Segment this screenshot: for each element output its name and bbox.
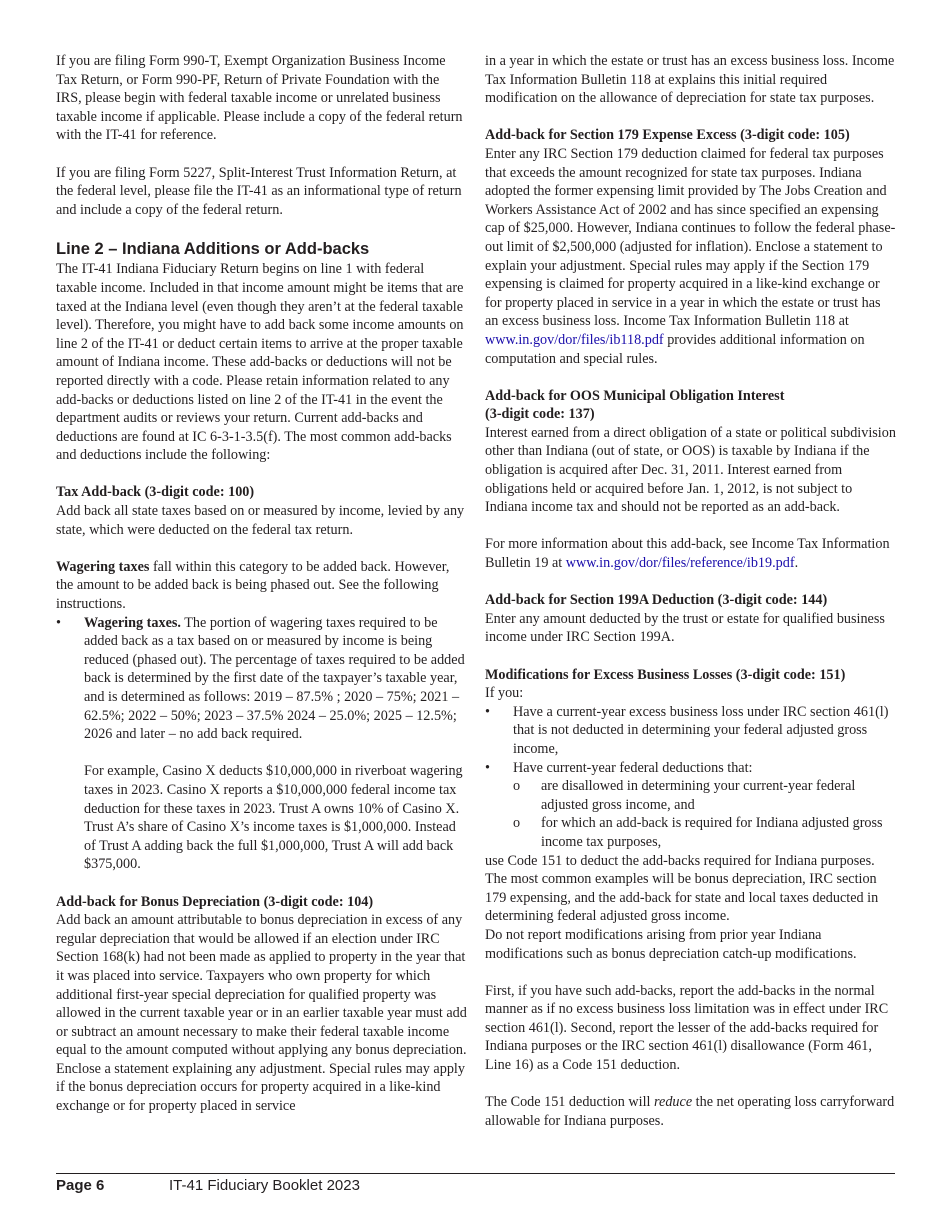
final-text-b: the net operating loss carryforward allowable for Indiana purposes. bbox=[485, 1094, 895, 1129]
booklet-title: IT-41 Fiduciary Booklet 2023 bbox=[169, 1177, 360, 1194]
do-not-paragraph: Do not report modifications arising from prior year Indiana modifications such as bonus depreciation catch-up modifications. bbox=[485, 926, 857, 962]
excess-business-loss-heading: Modifications for Excess Business Losses (3-digit code: 151) bbox=[485, 666, 846, 683]
use-code-paragraph: use Code 151 to deduct the add-backs required for Indiana purposes. The most common examples will be bonus depreciation, IRC section 179 expensing, and the add-back for state and local taxes deducted in determining federal adjusted gross income. bbox=[485, 852, 879, 925]
wagering-bullet-list bbox=[56, 614, 468, 744]
form-5227-paragraph: If you are filing Form 5227, Split-Interest Trust Information Return, at the federal level, please file the IT-41 as an informational type of return and include a copy of the federal return. bbox=[56, 164, 462, 218]
form-990-paragraph: If you are filing Form 990-T, Exempt Organization Business Income Tax Return, or Form 990-PF, Return of Private Foundation with the IRS, please begin with federal taxable income or unrelated business taxable income if applicable. Please include a copy of the federal return with the IT-41 for reference. bbox=[56, 53, 463, 144]
line2-body: The IT-41 Indiana Fiduciary Return begins on line 1 with federal taxable income. Included in that income amount might be items that are taxed at the Indiana level (even though they aren’t at the federal taxable level). Therefore, you might have to add back some income amounts on line 2 of the IT-41 or deduct certain items to arrive at the proper taxable amount of Indiana income. These add-backs or deductions will not be reported directly with a code. Please retain information related to any add-backs or deductions listed on line 2 of the IT-41 in the event the department audits or reviews your return. Current add-backs and deductions are found at IC 6-3-1-3.5(f). The most common add-backs and deductions include the following: bbox=[56, 261, 464, 464]
oos-heading-line2: (3-digit code: 137) bbox=[485, 406, 595, 423]
list-item bbox=[485, 759, 896, 852]
wagering-bold: Wagering taxes bbox=[56, 558, 150, 575]
final-emphasis: reduce bbox=[654, 1094, 693, 1111]
list-item bbox=[56, 614, 468, 744]
section-199a-heading: Add-back for Section 199A Deduction (3-digit code: 144) bbox=[485, 592, 828, 609]
tax-addback-heading: Tax Add-back (3-digit code: 100) bbox=[56, 484, 255, 501]
oos-heading bbox=[485, 387, 896, 424]
bullet-rest: The portion of wagering taxes required to be added back as a tax based on or measured by income is being reduced (phased out). The percentage of taxes required to be added back is determined by the first date of the taxpayer’s taxable year, and is determined as follows: 2019 – 87.5% ; 2020 – 75%; 2021 – 62.5%; 2022 – 50%; 2023 – 37.5% 2024 – 25.0%; 2025 – 12.5%; 2026 and later – no add back required. bbox=[84, 614, 465, 743]
ib118-link[interactable]: www.in.gov/dor/files/ib118.pdf bbox=[485, 331, 664, 348]
section-179-after: provides additional information on computation and special rules. bbox=[485, 331, 865, 367]
line2-heading: Line 2 – Indiana Additions or Add-backs bbox=[56, 240, 370, 259]
final-text-a: The Code 151 deduction will bbox=[485, 1094, 655, 1111]
first-second-paragraph: First, if you have such add-backs, report the add-backs in the normal manner as if no excess business loss limitation was in effect under IRC section 461(l). Second, report the lesser of the add-backs required for Indiana purposes or the IRC section 461(l) disallowance (Form 461, Line 16) as a Code 151 deduction. bbox=[485, 982, 889, 1074]
if-you: If you: bbox=[485, 685, 524, 702]
footer-divider bbox=[56, 1173, 895, 1174]
section-179-text: Enter any IRC Section 179 deduction claimed for federal tax purposes that exceeds the amount recognized for state tax purposes. Indiana adopted the former expensing limit provided by The Jobs Creation and Workers Assistance Act of 2002 and has since specified an expensing cap of $25,000. However, Indiana continues to follow the federal phase-out limit of $2,500,000 (adjusted for inflation). Enclose a statement to explain your adjustment. Special rules may apply if the Section 179 expensing is claimed for property acquired in a like-kind exchange or for property placed in service in a year in which the estate or trust has an excess business loss. Income Tax Information Bulletin 118 at bbox=[485, 145, 896, 330]
final-paragraph bbox=[485, 1093, 896, 1130]
left-column bbox=[56, 52, 468, 1116]
bullet-bold: Wagering taxes. bbox=[84, 614, 181, 631]
bonus-depreciation-body: Add back an amount attributable to bonus depreciation in excess of any regular depreciation that would be allowed if an election under IRC Section 168(k) had not been made as applied to property in the year that it was placed into service. Taxpayers who own property for which additional first-year special depreciation for qualified property was allowed in the current taxable year or in an earlier taxable year must add or subtract an amount necessary to make their federal taxable income equal to the amount computed without applying any bonus depreciation. Enclose a statement explaining any adjustment. Special rules may apply if the bonus depreciation occurs for property acquired in a like-kind exchange or for property placed in service bbox=[56, 912, 467, 1115]
continued-paragraph: in a year in which the estate or trust has an excess business loss. Income Tax Information Bulletin 118 at explains this initial required modification on the allowance of depreciation for state tax purposes. bbox=[485, 53, 895, 107]
more-info-end: . bbox=[794, 555, 799, 572]
more-info-paragraph bbox=[485, 535, 896, 572]
page-number: Page 6 bbox=[56, 1177, 105, 1194]
right-column bbox=[485, 52, 896, 1130]
list-item-text: Have current-year federal deductions that: bbox=[513, 759, 753, 776]
section-199a-body: Enter any amount deducted by the trust or estate for qualified business income under IRC Section 199A. bbox=[485, 610, 885, 646]
wagering-rest: fall within this category to be added back. However, the amount to be added back is being phased out. See the following instructions. bbox=[56, 558, 450, 613]
section-179-body bbox=[485, 145, 896, 368]
list-item: • Have a current-year excess business loss under IRC section 461(l) that is not deducted in determining your federal adjusted gross income, bbox=[485, 703, 896, 759]
section-179-heading: Add-back for Section 179 Expense Excess (3-digit code: 105) bbox=[485, 127, 850, 144]
oos-body: Interest earned from a direct obligation of a state or political subdivision other than Indiana (out of state, or OOS) is taxable by Indiana if the obligation is acquired after Dec. 31, 2011. Interest earned from obligations held or acquired before Jan. 1, 2012, is not subject to Indiana income tax and should not be reported as an add-back. bbox=[485, 424, 896, 516]
bonus-depreciation-heading: Add-back for Bonus Depreciation (3-digit code: 104) bbox=[56, 893, 374, 910]
wagering-paragraph bbox=[56, 558, 468, 614]
page-footer bbox=[56, 1177, 360, 1195]
ebl-bullet-list bbox=[485, 703, 896, 852]
casino-example: For example, Casino X deducts $10,000,000 in riverboat wagering taxes in 2023. Casino X reports a $10,000,000 federal income tax deduction for these taxes in 2023. Trust A owns 10% of Casino X. Trust A’s share of Casino X’s income taxes is $1,000,000. Instead of Trust A adding back the full $1,000,000, Trust A will add back $375,000. bbox=[84, 763, 463, 873]
ebl-sub-list bbox=[513, 777, 896, 851]
ib19-link[interactable]: www.in.gov/dor/files/reference/ib19.pdf bbox=[565, 555, 795, 572]
tax-addback-body: Add back all state taxes based on or measured by income, levied by any state, which were deducted on the federal tax return. bbox=[56, 503, 465, 538]
more-info-text: For more information about this add-back, see Income Tax Information Bulletin 19 at bbox=[485, 536, 890, 572]
sub-list-item: o are disallowed in determining your current-year federal adjusted gross income, and bbox=[513, 777, 896, 814]
oos-heading-line1: Add-back for OOS Municipal Obligation Interest bbox=[485, 387, 785, 404]
sub-list-item: o for which an add-back is required for Indiana adjusted gross income tax purposes, bbox=[513, 814, 896, 851]
